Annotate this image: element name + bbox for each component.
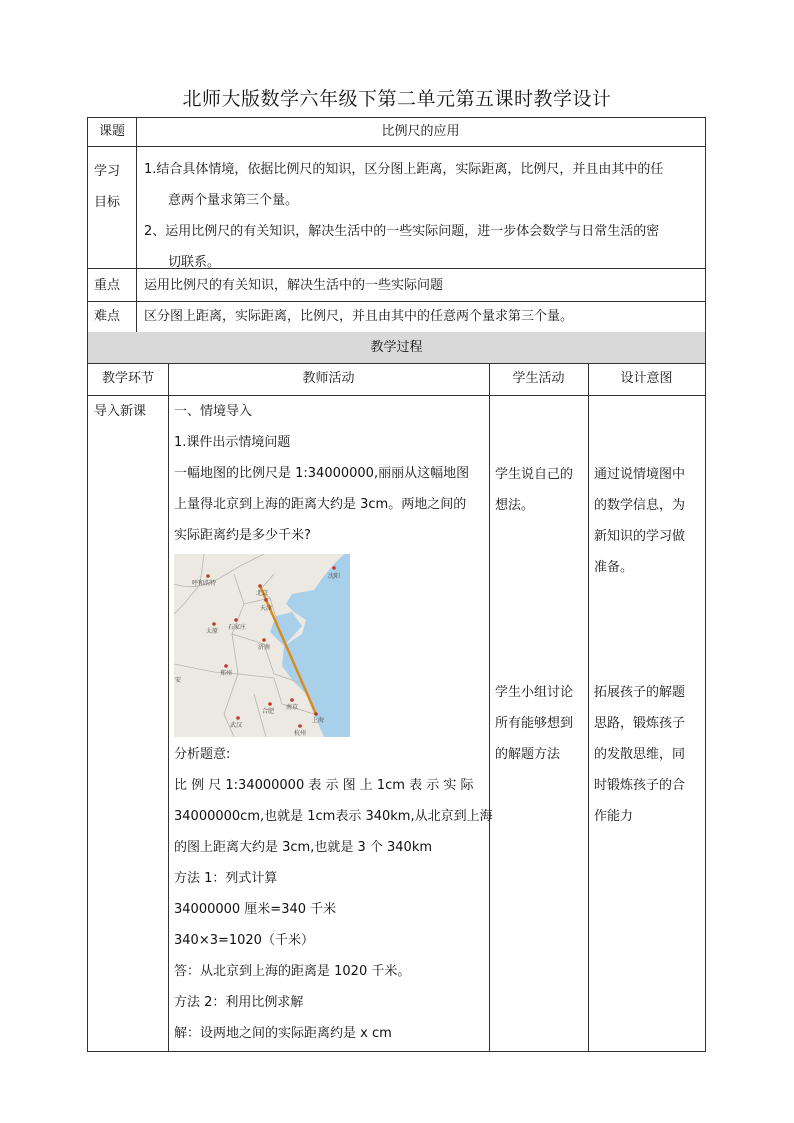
col-student: 学生活动 <box>512 371 565 386</box>
map-illustration <box>174 554 350 737</box>
col-intent: 设计意图 <box>620 371 673 386</box>
svg-text:安: 安 <box>175 677 182 684</box>
key-point-label: 重点 <box>94 278 121 293</box>
svg-text:杭州: 杭州 <box>294 730 307 737</box>
stage-label: 导入新课 <box>94 404 147 419</box>
design-intent-b: 拓展孩子的解题 思路，锻炼孩子 的发散思维，同 时锻炼孩子的合 作能力 <box>594 685 686 824</box>
student-activity-b: 学生小组讨论 所有能够想到 的解题方法 <box>495 685 574 762</box>
svg-text:武汉: 武汉 <box>230 722 243 729</box>
svg-text:郑州: 郑州 <box>220 670 233 677</box>
svg-text:石家庄: 石家庄 <box>228 624 247 631</box>
col-teacher: 教师活动 <box>302 371 355 386</box>
student-activity-a: 学生说自己的 想法。 <box>495 467 574 513</box>
lesson-title: 比例尺的应用 <box>381 124 460 139</box>
col-stage: 教学环节 <box>101 371 154 386</box>
svg-text:天津: 天津 <box>260 605 273 612</box>
svg-text:太原: 太原 <box>206 628 219 635</box>
design-intent-a: 通过说情境图中 的数学信息，为 新知识的学习做 准备。 <box>594 467 686 575</box>
key-point-text: 运用比例尺的有关知识，解决生活中的一些实际问题 <box>144 278 444 293</box>
svg-text:南京: 南京 <box>286 704 299 711</box>
process-header: 教学过程 <box>370 340 423 355</box>
objectives-text: 1.结合具体情境，依据比例尺的知识，区分图上距离，实际距离，比例尺，并且由其中的任 意两个量求第三个量。 2、运用比例尺的有关知识，解决生活中的一些实际问题，进一步体会数学与日常生活的密 切联系。 <box>144 162 664 270</box>
teacher-activity-bottom: 分析题意: 比 例 尺 1:34000000 表 示 图 上 1cm 表 示 实 际 34000000cm,也就是 1cm表示 340km,从北京到上海 的图上距离大约是 3cm,也就是 3 个 340km 方法 1：列式计算 34000000 厘米=340 千米 340×3=1020（千米） 答：从北京到上海的距离是 1020 千米。 方法 2：利用比例求解 解：设两地之间的实际距离约是 x cm <box>174 747 493 1041</box>
objectives-label: 学习 目标 <box>94 164 121 210</box>
svg-text:呼和浩特: 呼和浩特 <box>192 580 217 587</box>
lesson-table <box>87 117 706 1052</box>
route-map <box>174 554 350 737</box>
teacher-activity-top: 一、情境导入 1.课件出示情境问题 一幅地图的比例尺是 1:34000000,丽丽从这幅地图 上量得北京到上海的距离大约是 3cm。两地之间的 实际距离约是多少千米? <box>174 404 470 543</box>
difficulty-text: 区分图上距离，实际距离，比例尺，并且由其中的任意两个量求第三个量。 <box>144 309 574 324</box>
svg-text:北京: 北京 <box>256 590 269 597</box>
difficulty-label: 难点 <box>94 309 121 324</box>
svg-text:上海: 上海 <box>312 717 325 724</box>
svg-text:济南: 济南 <box>258 644 271 651</box>
svg-text:合肥: 合肥 <box>262 708 275 715</box>
document-title: 北师大版数学六年级下第二单元第五课时教学设计 <box>182 88 612 110</box>
svg-text:沈阳: 沈阳 <box>328 573 341 580</box>
lesson-label: 课题 <box>98 124 125 139</box>
